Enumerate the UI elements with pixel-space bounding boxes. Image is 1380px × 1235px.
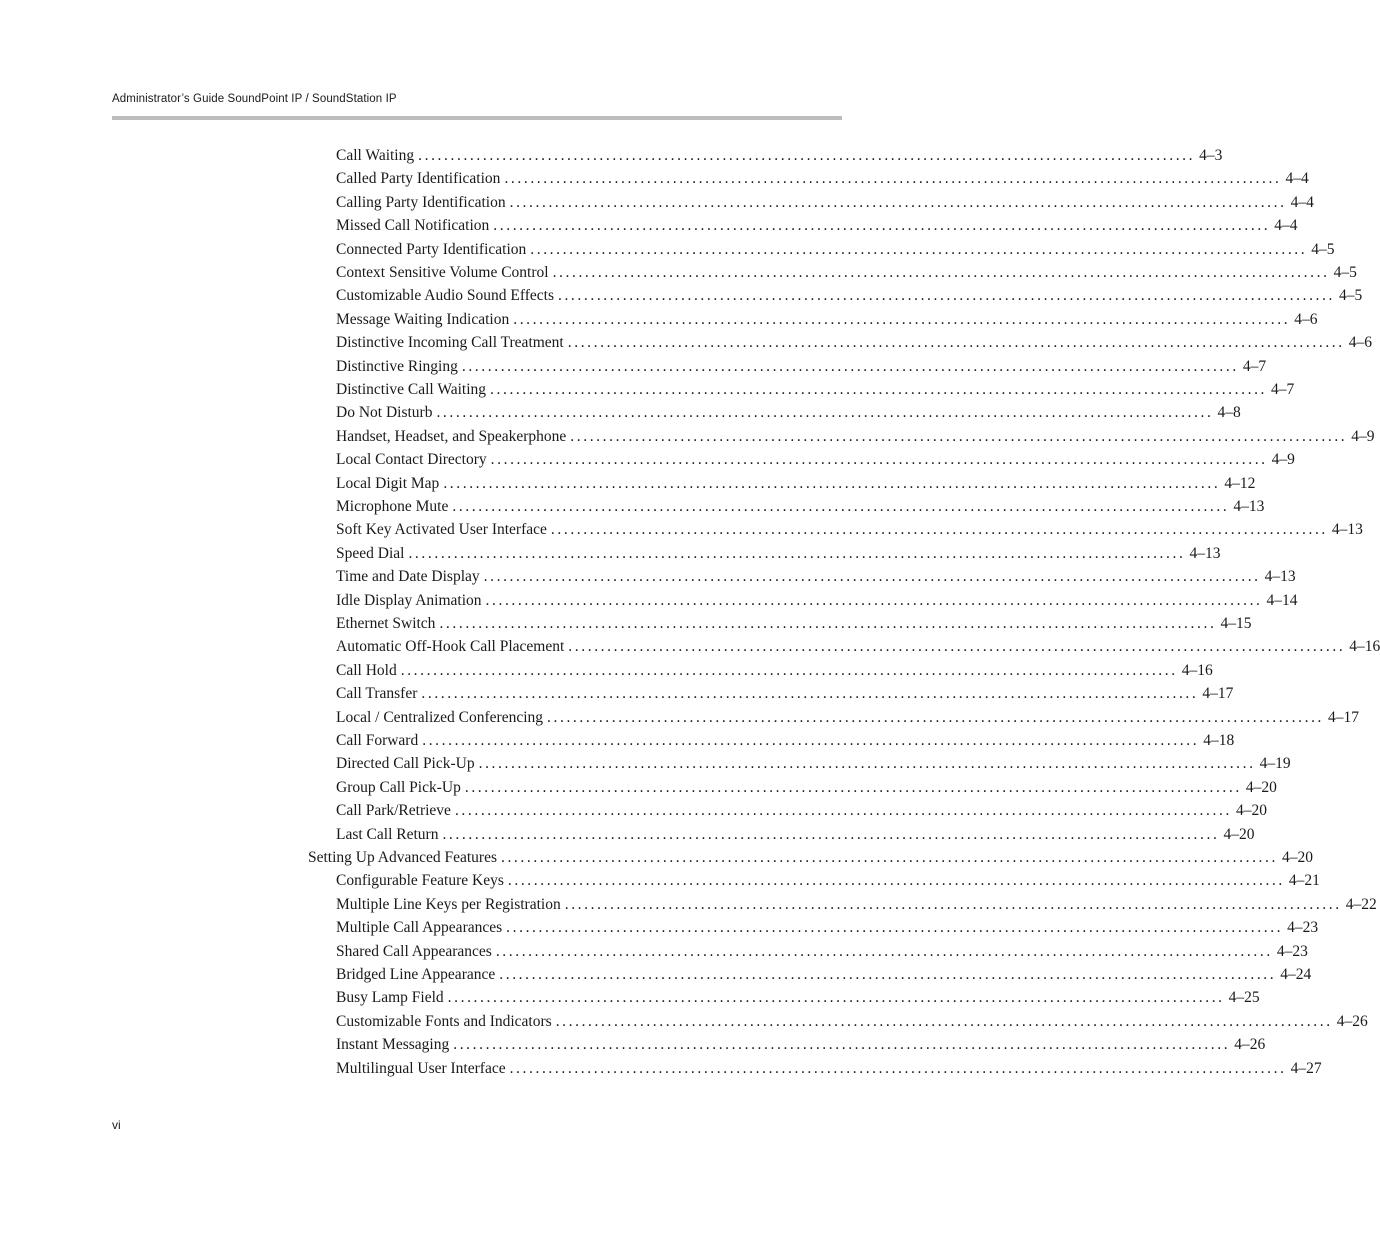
toc-dot-leader: ........................................................................................................................: [454, 802, 1232, 820]
toc-entry[interactable]: [336, 357, 1267, 380]
toc-entry-page: 4–18: [1203, 732, 1235, 749]
toc-dot-leader: ........................................................................................................................: [490, 381, 1268, 398]
toc-entry[interactable]: [336, 170, 1309, 192]
toc-entry-page: 4–6: [1294, 310, 1318, 328]
toc-entry-page: 4–5: [1338, 287, 1363, 305]
toc-entry-label: Soft Key Activated User Interface: [336, 521, 547, 539]
toc-entry-label: Call Park/Retrieve: [336, 802, 451, 820]
toc-entry[interactable]: [336, 895, 1377, 918]
toc-entry-label: Group Call Pick-Up: [336, 778, 461, 796]
toc-dot-leader: ........................................................................................................................: [453, 1036, 1231, 1054]
toc-dot-leader: ........................................................................................................................: [550, 521, 1328, 539]
toc-entry-page: 4–27: [1290, 1059, 1322, 1077]
toc-entry-page: 4–7: [1242, 357, 1267, 375]
toc-entry-page: 4–5: [1311, 240, 1335, 258]
toc-entry[interactable]: [336, 1012, 1368, 1035]
toc-entry-page: 4–26: [1234, 1036, 1266, 1054]
toc-entry-label: Customizable Fonts and Indicators: [336, 1012, 552, 1030]
toc-entry-label: Message Waiting Indication: [336, 310, 510, 328]
toc-entry-label: Multilingual User Interface: [336, 1059, 506, 1077]
toc-entry[interactable]: [336, 334, 1372, 356]
toc-dot-leader: ........................................................................................................................: [564, 895, 1342, 913]
toc-entry-label: Ethernet Switch: [336, 615, 436, 632]
toc-entry-page: 4–3: [1199, 147, 1223, 164]
toc-entry-label: Directed Call Pick-Up: [336, 755, 475, 773]
toc-entry[interactable]: [336, 708, 1360, 731]
toc-entry[interactable]: [336, 568, 1296, 590]
toc-dot-leader: ........................................................................................................................: [513, 310, 1291, 328]
toc-entry-label: Distinctive Incoming Call Treatment: [336, 334, 564, 352]
toc-dot-leader: ........................................................................................................................: [493, 217, 1271, 235]
toc-entry-page: 4–22: [1345, 895, 1377, 913]
toc-dot-leader: ........................................................................................................................: [568, 638, 1346, 656]
toc-dot-leader: ........................................................................................................................: [555, 1012, 1333, 1030]
toc-entry[interactable]: [336, 193, 1314, 216]
toc-entry-page: 4–6: [1348, 334, 1372, 352]
toc-dot-leader: ........................................................................................................................: [485, 591, 1263, 609]
toc-dot-leader: ........................................................................................................................: [447, 989, 1225, 1007]
toc-entry-label: Shared Call Appearances: [336, 942, 492, 960]
toc-entry-label: Context Sensitive Volume Control: [336, 264, 549, 281]
toc-dot-leader: ........................................................................................................................: [504, 170, 1282, 188]
toc-dot-leader: ........................................................................................................................: [506, 919, 1284, 937]
toc-dot-leader: ........................................................................................................................: [400, 661, 1178, 679]
toc-entry-page: 4–12: [1224, 474, 1256, 492]
toc-entry-page: 4–20: [1281, 849, 1313, 866]
toc-dot-leader: ........................................................................................................................: [499, 966, 1277, 983]
toc-dot-leader: ........................................................................................................................: [483, 568, 1261, 586]
toc-entry[interactable]: [336, 287, 1363, 309]
toc-dot-leader: ........................................................................................................................: [509, 193, 1287, 211]
toc-entry[interactable]: [336, 942, 1308, 965]
toc-dot-leader: ........................................................................................................................: [442, 825, 1220, 843]
toc-entry[interactable]: [336, 919, 1319, 941]
toc-entry-page: 4–20: [1245, 778, 1277, 796]
toc-entry[interactable]: [336, 778, 1277, 801]
toc-entry-label: Bridged Line Appearance: [336, 966, 496, 983]
toc-entry-page: 4–20: [1235, 802, 1267, 820]
toc-entry-page: 4–13: [1264, 568, 1296, 586]
toc-entry[interactable]: [336, 310, 1318, 333]
toc-entry[interactable]: [336, 521, 1363, 543]
toc-dot-leader: ........................................................................................................................: [436, 404, 1214, 422]
toc-dot-leader: ........................................................................................................................: [530, 240, 1308, 258]
toc-dot-leader: ........................................................................................................................: [443, 474, 1221, 492]
toc-entry-label: Customizable Audio Sound Effects: [336, 287, 554, 305]
toc-entry-label: Speed Dial: [336, 544, 405, 562]
toc-entry-label: Distinctive Call Waiting: [336, 381, 487, 398]
toc-entry-label: Called Party Identification: [336, 170, 501, 188]
toc-entry-label: Microphone Mute: [336, 498, 449, 515]
toc-dot-leader: ........................................................................................................................: [509, 1059, 1287, 1077]
toc-entry-label: Automatic Off-Hook Call Placement: [336, 638, 565, 656]
toc-entry[interactable]: [336, 451, 1295, 473]
toc-entry-page: 4–25: [1228, 989, 1260, 1007]
toc-entry[interactable]: [336, 732, 1235, 754]
toc-entry-label: Configurable Feature Keys: [336, 872, 504, 890]
toc-entry-page: 4–14: [1266, 591, 1298, 609]
toc-entry[interactable]: [336, 966, 1312, 988]
toc-dot-leader: ........................................................................................................................: [408, 544, 1186, 562]
toc-entry-label: Call Waiting: [336, 147, 415, 164]
toc-entry-page: 4–13: [1189, 544, 1221, 562]
toc-entry-page: 4–13: [1233, 498, 1265, 515]
toc-section-entry[interactable]: [308, 849, 1313, 871]
toc-entry[interactable]: [336, 685, 1234, 707]
toc-entry-page: 4–20: [1223, 825, 1255, 843]
toc-entry[interactable]: [336, 1059, 1322, 1082]
toc-dot-leader: ........................................................................................................................: [570, 427, 1348, 445]
toc-entry-page: 4–7: [1271, 381, 1295, 398]
toc-entry-page: 4–9: [1271, 451, 1295, 469]
toc-entry-label: Call Hold: [336, 661, 397, 679]
toc-entry-page: 4–21: [1288, 872, 1320, 890]
toc-entry[interactable]: [336, 825, 1255, 848]
toc-entry-label: Connected Party Identification: [336, 240, 527, 258]
toc-dot-leader: ........................................................................................................................: [439, 615, 1217, 632]
toc-entry-label: Do Not Disturb: [336, 404, 433, 422]
toc-dot-leader: ........................................................................................................................: [552, 264, 1330, 281]
toc-entry[interactable]: [336, 217, 1298, 239]
toc-dot-leader: ........................................................................................................................: [422, 732, 1200, 749]
toc-entry[interactable]: [336, 755, 1291, 777]
toc-entry-label: Busy Lamp Field: [336, 989, 444, 1007]
toc-entry-page: 4–4: [1274, 217, 1298, 235]
toc-dot-leader: ........................................................................................................................: [567, 334, 1345, 352]
toc-entry[interactable]: [336, 381, 1295, 403]
toc-entry[interactable]: [336, 427, 1375, 450]
toc-entry-page: 4–24: [1280, 966, 1312, 983]
toc-entry[interactable]: [336, 240, 1335, 263]
toc-entry-label: Distinctive Ringing: [336, 357, 458, 375]
toc-dot-leader: ........................................................................................................................: [547, 708, 1325, 726]
toc-entry-page: 4–19: [1259, 755, 1291, 773]
toc-dot-leader: ........................................................................................................................: [461, 357, 1239, 375]
toc-entry-label: Idle Display Animation: [336, 591, 482, 609]
toc-entry-label: Calling Party Identification: [336, 193, 506, 211]
toc-entry-page: 4–4: [1285, 170, 1309, 188]
toc-dot-leader: ........................................................................................................................: [557, 287, 1335, 305]
toc-dot-leader: ........................................................................................................................: [464, 778, 1242, 796]
toc-entry-page: 4–26: [1336, 1012, 1368, 1030]
toc-entry[interactable]: [336, 615, 1252, 637]
toc-entry-label: Local Digit Map: [336, 474, 440, 492]
toc-entry[interactable]: [336, 474, 1256, 497]
toc-entry-page: 4–16: [1349, 638, 1380, 656]
toc-entry[interactable]: [336, 147, 1223, 169]
toc-entry[interactable]: [336, 404, 1241, 426]
toc-entry-page: 4–16: [1181, 661, 1213, 679]
toc-entry-label: Multiple Call Appearances: [336, 919, 503, 937]
toc-entry-label: Time and Date Display: [336, 568, 480, 586]
toc-entry-label: Missed Call Notification: [336, 217, 490, 235]
toc-entry-page: 4–15: [1220, 615, 1252, 632]
toc-entry-label: Local Contact Directory: [336, 451, 487, 469]
toc-entry-label: Multiple Line Keys per Registration: [336, 895, 561, 913]
toc-entry[interactable]: [336, 661, 1213, 684]
toc-entry[interactable]: [336, 544, 1221, 567]
toc-entry-label: Local / Centralized Conferencing: [336, 708, 544, 726]
running-header: Administrator’s Guide SoundPoint IP / SoundStation IP: [112, 93, 397, 105]
toc-dot-leader: ........................................................................................................................: [507, 872, 1285, 890]
toc-entry-page: 4–23: [1287, 919, 1319, 937]
toc-entry-label: Instant Messaging: [336, 1036, 450, 1054]
toc-entry[interactable]: [336, 1036, 1266, 1058]
toc-entry[interactable]: [336, 802, 1267, 824]
toc-entry-label: Call Transfer: [336, 685, 418, 703]
toc-entry[interactable]: [336, 264, 1357, 286]
toc-entry-label: Call Forward: [336, 732, 419, 749]
toc-entry[interactable]: [336, 638, 1380, 660]
toc-entry-label: Setting Up Advanced Features: [308, 849, 497, 866]
toc-entry-page: 4–23: [1276, 942, 1308, 960]
toc-entry-label: Last Call Return: [336, 825, 439, 843]
toc-entry-page: 4–4: [1290, 193, 1314, 211]
toc-entry[interactable]: [336, 872, 1320, 894]
toc-entry-page: 4–13: [1331, 521, 1363, 539]
toc-dot-leader: ........................................................................................................................: [478, 755, 1256, 773]
toc-entry-page: 4–9: [1351, 427, 1375, 445]
toc-entry-page: 4–17: [1328, 708, 1360, 726]
page-number: vi: [112, 1118, 121, 1132]
toc-dot-leader: ........................................................................................................................: [490, 451, 1268, 469]
toc-dot-leader: ........................................................................................................................: [500, 849, 1278, 866]
toc-entry[interactable]: [336, 989, 1260, 1011]
toc-dot-leader: ........................................................................................................................: [421, 685, 1199, 703]
toc-entry[interactable]: [336, 498, 1265, 520]
toc-entry-page: 4–17: [1202, 685, 1234, 703]
toc-entry-label: Handset, Headset, and Speakerphone: [336, 427, 567, 445]
toc-dot-leader: ........................................................................................................................: [418, 147, 1196, 164]
toc-entry-page: 4–5: [1333, 264, 1357, 281]
toc-entry-page: 4–8: [1217, 404, 1241, 422]
toc-dot-leader: ........................................................................................................................: [495, 942, 1273, 960]
toc-entry[interactable]: [336, 591, 1298, 614]
header-rule: [112, 116, 842, 120]
toc-dot-leader: ........................................................................................................................: [452, 498, 1230, 515]
